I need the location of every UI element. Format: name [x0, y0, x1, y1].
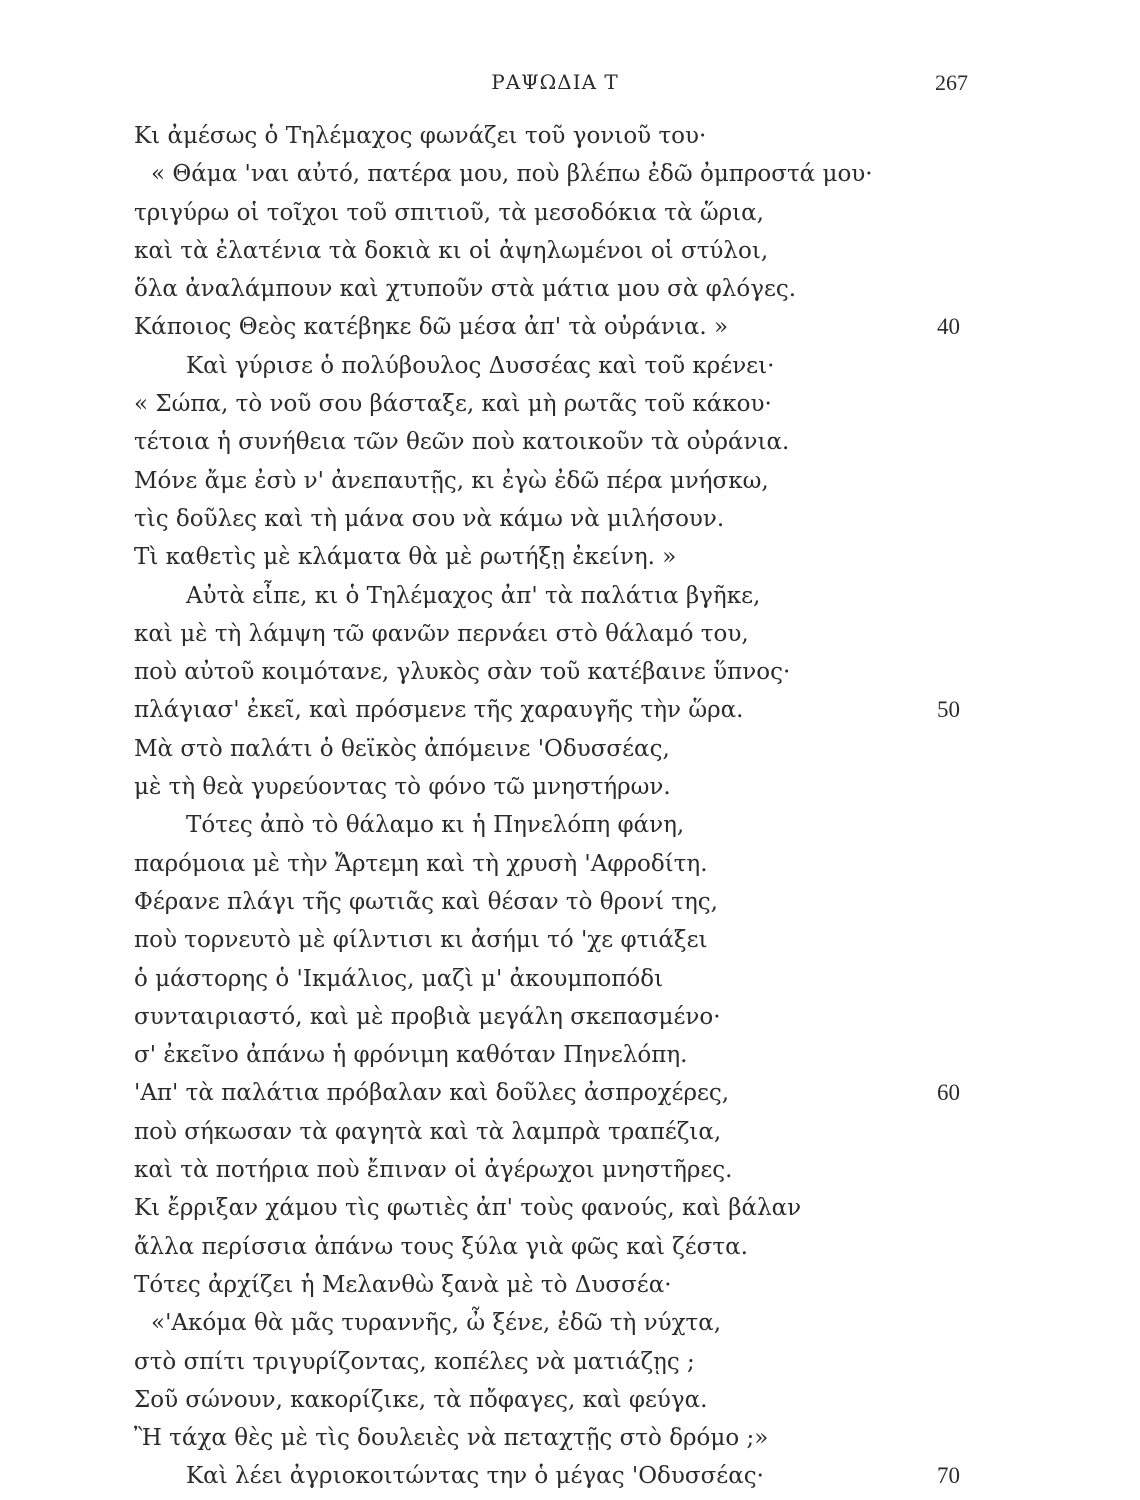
running-header [0, 62, 1140, 102]
verse-text: ποὺ αὐτοῦ κοιμότανε, γλυκὸς σὰν τοῦ κατέβαινε ὕπνος· [134, 659, 791, 686]
verse-block [0, 117, 1140, 1496]
verse-text: πλάγιασ' ἐκεῖ, καὶ πρόσμενε τῆς χαραυγῆς τὴν ὥρα. [134, 697, 744, 724]
line-number: 50 [937, 697, 960, 723]
verse-text: Αὐτὰ εἶπε, κι ὁ Τηλέμαχος ἀπ' τὰ παλάτια βγῆκε, [186, 582, 761, 609]
verse-text: καὶ τὰ ἐλατένια τὰ δοκιὰ κι οἱ ἀψηλωμένοι οἱ στύλοι, [134, 237, 769, 264]
verse-text: ὅλα ἀναλάμπουν καὶ χτυποῦν στὰ μάτια μου σὰ φλόγες. [134, 276, 797, 303]
verse-text: Ἢ τάχα θὲς μὲ τὶς δουλειὲς νὰ πεταχτῇς στὸ δρόμο ;» [134, 1425, 769, 1452]
verse-line [0, 1151, 1140, 1189]
verse-line [0, 155, 1140, 193]
verse-line [0, 1381, 1140, 1419]
verse-text: ποὺ τορνευτὸ μὲ φίλντισι κι ἀσήμι τό 'χε φτιάξει [134, 927, 708, 954]
verse-line [0, 577, 1140, 615]
verse-line [0, 538, 1140, 576]
line-number: 40 [937, 314, 960, 340]
verse-line [0, 423, 1140, 461]
verse-line [0, 500, 1140, 538]
verse-line [0, 1113, 1140, 1151]
verse-text: στὸ σπίτι τριγυρίζοντας, κοπέλες νὰ ματιάζῃς ; [134, 1348, 695, 1375]
verse-line [0, 385, 1140, 423]
verse-text: « Σώπα, τὸ νοῦ σου βάσταξε, καὶ μὴ ρωτᾶς τοῦ κάκου· [134, 391, 772, 418]
verse-text: ποὺ σήκωσαν τὰ φαγητὰ καὶ τὰ λαμπρὰ τραπέζια, [134, 1118, 722, 1145]
verse-line [0, 270, 1140, 308]
verse-line [0, 232, 1140, 270]
page-number: 267 [935, 70, 968, 95]
verse-line [0, 462, 1140, 500]
verse-line [0, 730, 1140, 768]
verse-text: ὁ μάστορης ὁ 'Ικμάλιος, μαζὶ μ' ἀκουμποπόδι [134, 965, 664, 992]
verse-text: Καὶ λέει ἀγριοκοιτώντας την ὁ μέγας 'Οδυσσέας· [186, 1463, 764, 1490]
verse-text: τέτοια ἡ συνήθεια τῶν θεῶν ποὺ κατοικοῦν τὰ οὐράνια. [134, 429, 790, 456]
verse-text: Μόνε ἄμε ἐσὺ ν' ἀνεπαυτῇς, κι ἐγὼ ἐδῶ πέρα μνήσκω, [134, 467, 769, 494]
verse-text: Τότες ἀπὸ τὸ θάλαμο κι ἡ Πηνελόπη φάνη, [186, 812, 685, 839]
verse-line [0, 1036, 1140, 1074]
verse-line [0, 653, 1140, 691]
verse-text: Τὶ καθετὶς μὲ κλάματα θὰ μὲ ρωτήξῃ ἐκείνη. » [134, 544, 677, 571]
verse-line [0, 1266, 1140, 1304]
verse-line [0, 883, 1140, 921]
verse-line [0, 1074, 1140, 1112]
verse-text: τριγύρω οἱ τοῖχοι τοῦ σπιτιοῦ, τὰ μεσοδόκια τὰ ὥρια, [134, 199, 764, 226]
verse-line [0, 691, 1140, 729]
verse-text: Σοῦ σώνουν, κακορίζικε, τὰ πὄφαγες, καὶ φεύγα. [134, 1386, 708, 1413]
verse-line [0, 308, 1140, 346]
verse-line [0, 1343, 1140, 1381]
verse-text: τὶς δοῦλες καὶ τὴ μάνα σου νὰ κάμω νὰ μιλήσουν. [134, 505, 725, 532]
verse-line [0, 347, 1140, 385]
verse-text: Φέρανε πλάγι τῆς φωτιᾶς καὶ θέσαν τὸ θρονί της, [134, 888, 718, 915]
verse-line [0, 1189, 1140, 1227]
verse-text: Καὶ γύρισε ὁ πολύβουλος Δυσσέας καὶ τοῦ κρένει· [186, 352, 775, 379]
verse-text: συνταιριαστό, καὶ μὲ προβιὰ μεγάλη σκεπασμένο· [134, 1003, 721, 1030]
chapter-title: ΡΑΨΩΔΙΑ Τ [491, 70, 619, 94]
verse-text: Κι ἀμέσως ὁ Τηλέμαχος φωνάζει τοῦ γονιοῦ του· [134, 123, 707, 149]
verse-text: Κι ἔρριξαν χάμου τὶς φωτιὲς ἀπ' τοὺς φανούς, καὶ βάλαν [134, 1195, 802, 1222]
verse-line [0, 998, 1140, 1036]
verse-line [0, 117, 1140, 155]
verse-text: μὲ τὴ θεὰ γυρεύοντας τὸ φόνο τῶ μνηστήρων. [134, 774, 671, 801]
verse-text: « Θάμα 'ναι αὐτό, πατέρα μου, ποὺ βλέπω ἐδῶ ὀμπροστά μου· [151, 161, 873, 188]
verse-line [0, 194, 1140, 232]
verse-text: παρόμοια μὲ τὴν Ἄρτεμη καὶ τὴ χρυσὴ 'Αφροδίτη. [134, 850, 708, 877]
verse-line [0, 1419, 1140, 1457]
verse-text: 'Απ' τὰ παλάτια πρόβαλαν καὶ δοῦλες ἀσπροχέρες, [134, 1080, 730, 1107]
verse-text: καὶ τὰ ποτήρια ποὺ ἔπιναν οἱ ἀγέρωχοι μνηστῆρες. [134, 1157, 733, 1184]
verse-text: Μὰ στὸ παλάτι ὁ θεϊκὸς ἀπόμεινε 'Οδυσσέας, [134, 735, 670, 762]
verse-line [0, 1457, 1140, 1495]
verse-text: ἄλλα περίσσια ἀπάνω τους ξύλα γιὰ φῶς καὶ ζέστα. [134, 1233, 748, 1260]
line-number: 70 [937, 1463, 960, 1489]
verse-line [0, 615, 1140, 653]
verse-line [0, 1228, 1140, 1266]
verse-line [0, 1304, 1140, 1342]
line-number: 60 [937, 1080, 960, 1106]
verse-text: Κάποιος Θεὸς κατέβηκε δῶ μέσα ἀπ' τὰ οὐράνια. » [134, 314, 729, 341]
verse-line [0, 921, 1140, 959]
verse-line [0, 768, 1140, 806]
verse-line [0, 845, 1140, 883]
verse-text: Τότες ἀρχίζει ἡ Μελανθὼ ξανὰ μὲ τὸ Δυσσέα· [134, 1271, 672, 1298]
verse-text: καὶ μὲ τὴ λάμψη τῶ φανῶν περνάει στὸ θάλαμό του, [134, 620, 749, 647]
verse-line [0, 806, 1140, 844]
verse-text: σ' ἐκεῖνο ἀπάνω ἡ φρόνιμη καθόταν Πηνελόπη. [134, 1042, 688, 1069]
verse-line [0, 960, 1140, 998]
verse-text: «'Ακόμα θὰ μᾶς τυραννῆς, ὦ ξένε, ἐδῶ τὴ νύχτα, [151, 1310, 722, 1337]
